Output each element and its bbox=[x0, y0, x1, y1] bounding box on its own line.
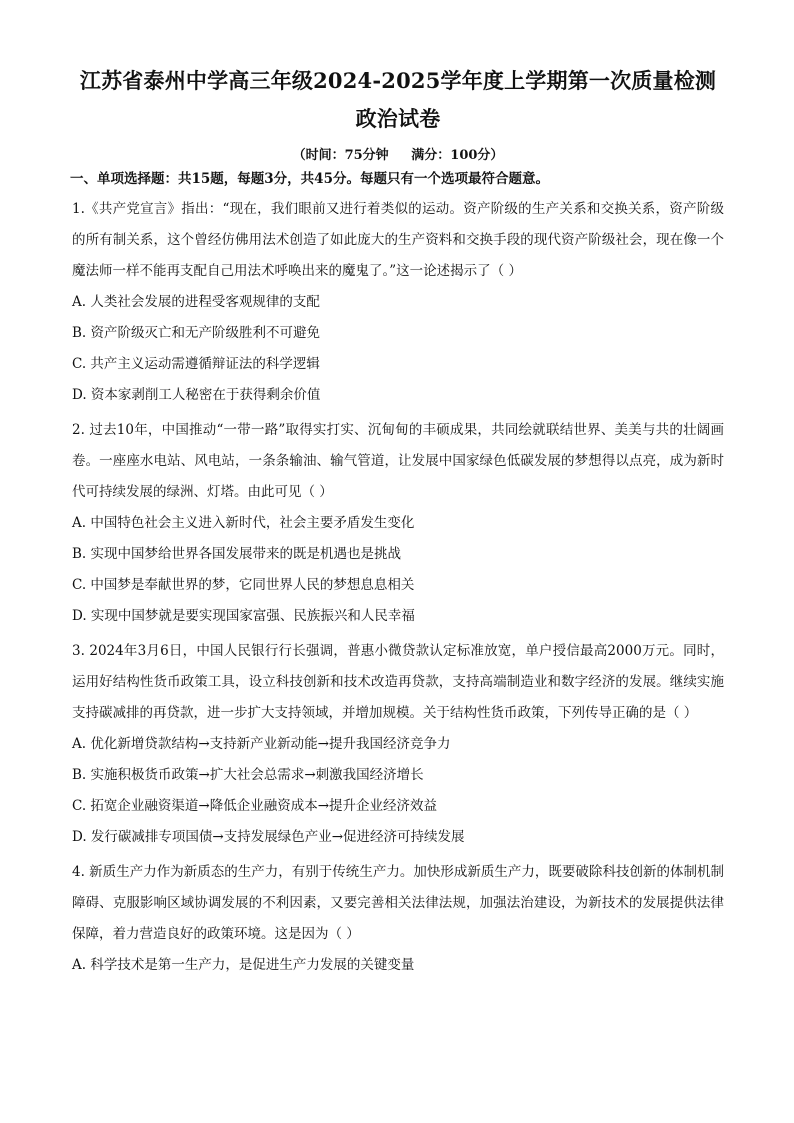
option-d: D. 资本家剥削工人秘密在于获得剩余价值 bbox=[72, 387, 321, 403]
option-d: D. 发行碳减排专项国债→支持发展绿色产业→促进经济可持续发展 bbox=[72, 829, 465, 845]
question-stem: 1.《共产党宣言》指出：“现在，我们眼前又进行着类似的运动。资产阶级的生产关系和交换关系，资产阶级的所有制关系，这个曾经仿佛用法术创造了如此庞大的生产资料和交换手段的现代资产阶级社会，现在像一个魔法师一样不能再支配自己用法术呼唤出来的魔鬼了。”这一论述揭示了（ ） bbox=[72, 201, 724, 279]
question-2 bbox=[72, 415, 724, 632]
question-stem: 2. 过去10年，中国推动“一带一路”取得实打实、沉甸甸的丰硕成果，共同绘就联结世界、美美与共的壮阔画卷。一座座水电站、风电站，一条条输油、输气管道，让发展中国家绿色低碳发展的梦想得以点亮，成为新时代可持续发展的绿洲、灯塔。由此可见（ ） bbox=[72, 422, 724, 500]
option-c: C. 共产主义运动需遵循辩证法的科学逻辑 bbox=[72, 356, 320, 372]
option-a: A. 人类社会发展的进程受客观规律的支配 bbox=[72, 294, 320, 310]
question-4 bbox=[72, 857, 724, 981]
question-1 bbox=[72, 194, 724, 411]
exam-time-score: （时间：75分钟 满分：100分） bbox=[292, 148, 504, 163]
section-heading: 一、单项选择题：共15题，每题3分，共45分。每题只有一个选项最符合题意。 bbox=[70, 171, 549, 187]
question-stem: 3. 2024年3月6日，中国人民银行行长强调，普惠小微贷款认定标准放宽，单户授信最高2000万元。同时，运用好结构性货币政策工具，设立科技创新和技术改造再贷款，支持高端制造业和数字经济的发展。继续实施支持碳减排的再贷款，进一步扩大支持领域，并增加规模。关于结构性货币政策，下列传导正确的是（ ） bbox=[72, 643, 724, 721]
option-b: B. 实现中国梦给世界各国发展带来的既是机遇也是挑战 bbox=[72, 546, 402, 562]
option-a: A. 优化新增贷款结构→支持新产业新动能→提升我国经济竞争力 bbox=[72, 736, 451, 752]
option-b: B. 资产阶级灭亡和无产阶级胜利不可避免 bbox=[72, 325, 321, 341]
option-c: C. 拓宽企业融资渠道→降低企业融资成本→提升企业经济效益 bbox=[72, 798, 438, 814]
question-3 bbox=[72, 636, 724, 853]
option-a: A. 中国特色社会主义进入新时代，社会主要矛盾发生变化 bbox=[72, 515, 415, 531]
question-stem: 4. 新质生产力作为新质态的生产力，有别于传统生产力。加快形成新质生产力，既要破除科技创新的体制机制障碍、克服影响区域协调发展的不利因素，又要完善相关法律法规，加强法治建设，为新技术的发展提供法律保障，着力营造良好的政策环境。这是因为（ ） bbox=[72, 864, 724, 942]
option-c: C. 中国梦是奉献世界的梦，它同世界人民的梦想息息相关 bbox=[72, 577, 415, 593]
option-b: B. 实施积极货币政策→扩大社会总需求→刺激我国经济增长 bbox=[72, 767, 424, 783]
option-d: D. 实现中国梦就是要实现国家富强、民族振兴和人民幸福 bbox=[72, 608, 415, 624]
exam-title: 江苏省泰州中学高三年级2024-2025学年度上学期第一次质量检测政治试卷 bbox=[79, 68, 717, 131]
option-a: A. 科学技术是第一生产力，是促进生产力发展的关键变量 bbox=[72, 957, 415, 973]
